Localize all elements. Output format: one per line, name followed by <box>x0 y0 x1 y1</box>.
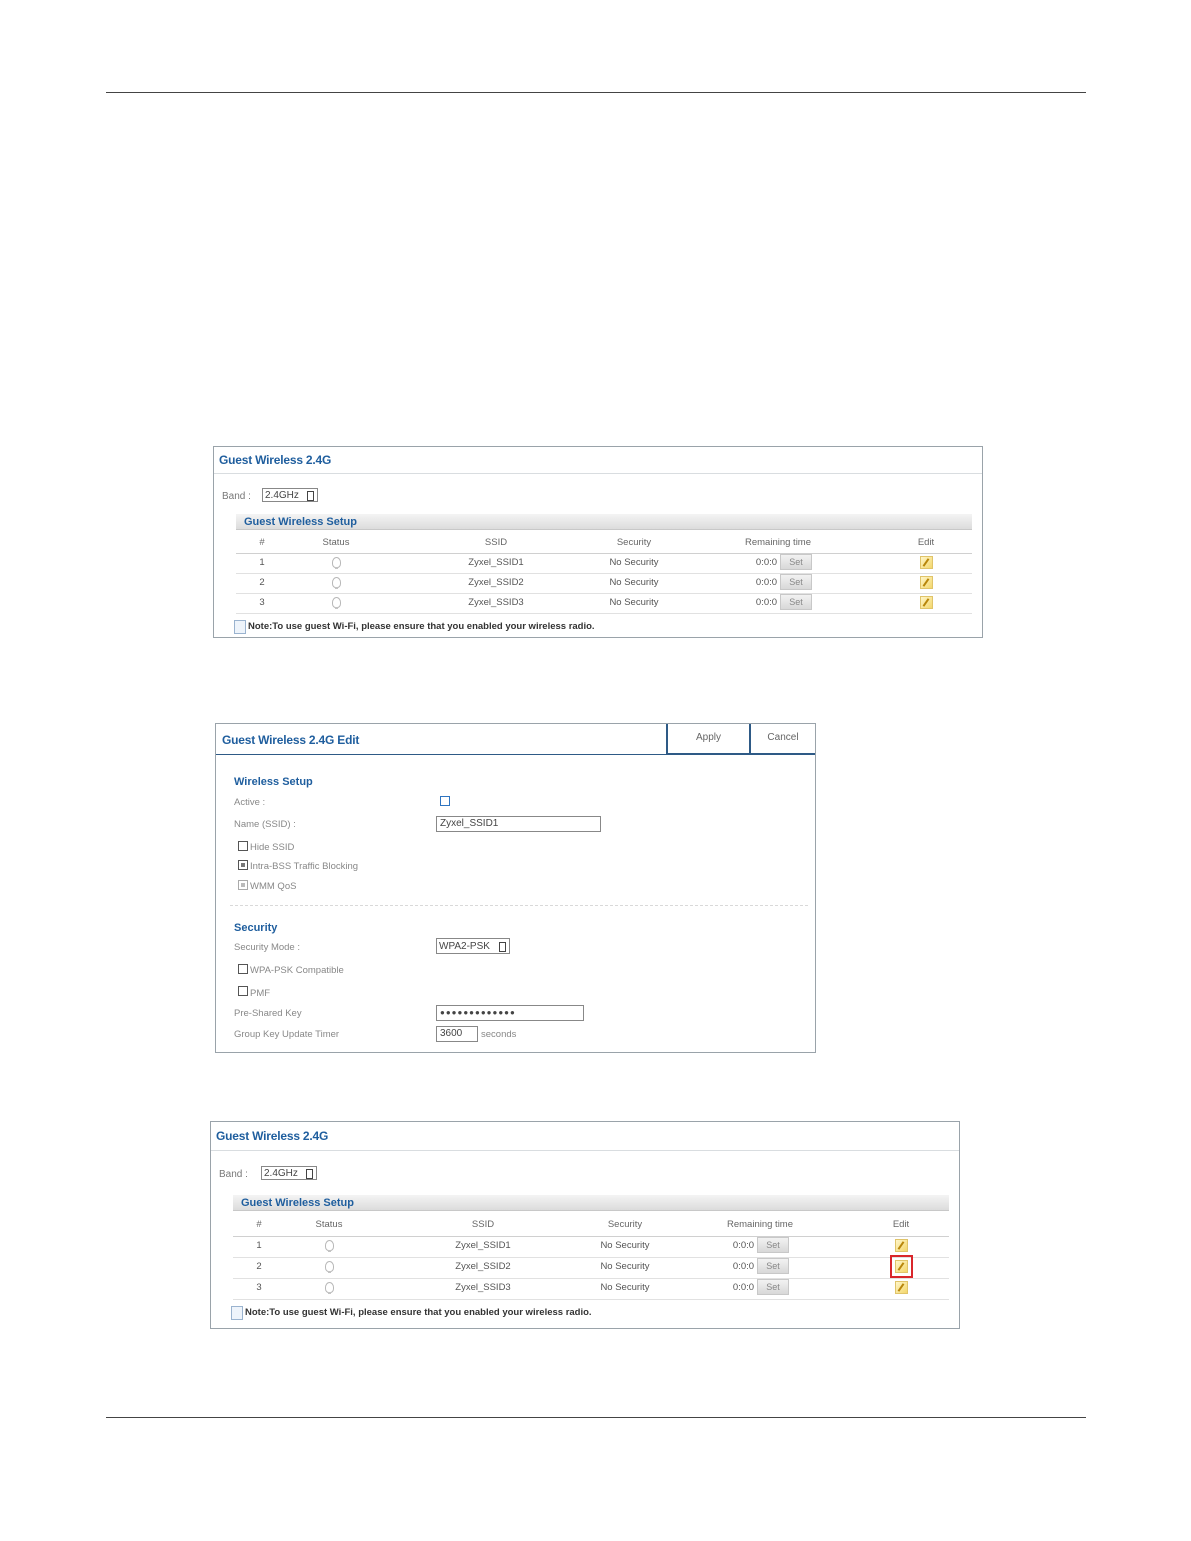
set-button[interactable]: Set <box>757 1279 789 1295</box>
status-cell <box>296 593 376 613</box>
psk-label: Pre-Shared Key <box>234 1008 302 1019</box>
pmf-label: PMF <box>250 988 271 999</box>
security-mode-select[interactable] <box>436 938 510 954</box>
edit-cell <box>881 1236 921 1256</box>
remaining-cell <box>734 553 834 573</box>
set-button[interactable]: Set <box>757 1237 789 1253</box>
edit-cell <box>906 593 946 613</box>
note-text: Note:To use guest Wi-Fi, please ensure that you enabled your wireless radio. <box>245 1307 592 1318</box>
set-button[interactable]: Set <box>780 594 812 610</box>
row-ssid: Zyxel_SSID2 <box>455 1261 511 1272</box>
setup-header: Guest Wireless Setup <box>236 514 972 530</box>
row-ssid: Zyxel_SSID1 <box>468 557 524 568</box>
row-security: No Security <box>600 1240 650 1251</box>
title-separator <box>211 1150 959 1151</box>
table-row <box>236 553 972 574</box>
col-header-security: Security <box>607 1219 643 1230</box>
row-ssid: Zyxel_SSID1 <box>455 1240 511 1251</box>
row-ssid: Zyxel_SSID3 <box>455 1282 511 1293</box>
edit-cell <box>906 553 946 573</box>
hide-ssid-checkbox[interactable] <box>238 841 248 851</box>
col-header-edit: Edit <box>917 537 935 548</box>
col-header-security: Security <box>616 537 652 548</box>
col-header-ssid: SSID <box>484 537 508 548</box>
setup-header: Guest Wireless Setup <box>233 1195 949 1211</box>
pmf-checkbox[interactable] <box>238 986 248 996</box>
row-security: No Security <box>609 557 659 568</box>
edit-pencil-icon[interactable] <box>920 556 933 569</box>
row-ssid: Zyxel_SSID3 <box>468 597 524 608</box>
row-num: 2 <box>256 1261 262 1272</box>
remaining-cell <box>711 1257 811 1277</box>
row-time: 0:0:0 <box>755 577 778 588</box>
band-label: Band : <box>222 491 251 502</box>
wpa-compat-label: WPA-PSK Compatible <box>250 965 344 976</box>
edit-cell <box>881 1278 921 1298</box>
security-mode-label: Security Mode : <box>234 942 300 953</box>
remaining-cell <box>711 1278 811 1298</box>
edit-pencil-icon[interactable] <box>895 1239 908 1252</box>
row-time: 0:0:0 <box>755 557 778 568</box>
bulb-icon <box>325 1282 334 1293</box>
panel-title: Guest Wireless 2.4G Edit <box>222 733 360 747</box>
remaining-cell <box>734 573 834 593</box>
note-icon <box>234 620 246 634</box>
guest-wireless-edit-panel <box>215 723 816 1053</box>
row-num: 3 <box>259 597 265 608</box>
hide-ssid-label: Hide SSID <box>250 842 295 853</box>
col-header-status: Status <box>315 1219 343 1230</box>
timer-input[interactable]: 3600 <box>436 1026 478 1042</box>
remaining-cell <box>711 1236 811 1256</box>
edit-cell <box>906 573 946 593</box>
table-header-row <box>236 533 972 554</box>
edit-pencil-icon[interactable] <box>920 576 933 589</box>
set-button[interactable]: Set <box>757 1258 789 1274</box>
psk-input[interactable]: ●●●●●●●●●●●●● <box>436 1005 584 1021</box>
timer-unit: seconds <box>481 1029 517 1040</box>
chevron-down-icon <box>499 942 506 952</box>
row-num: 3 <box>256 1282 262 1293</box>
intra-bss-checkbox[interactable] <box>238 860 248 870</box>
status-cell <box>289 1257 369 1277</box>
title-separator <box>216 754 815 755</box>
intra-bss-label: Intra-BSS Traffic Blocking <box>250 861 359 872</box>
status-cell <box>296 573 376 593</box>
wmm-qos-checkbox <box>238 880 248 890</box>
col-header-remaining: Remaining time <box>727 1219 793 1230</box>
active-checkbox[interactable] <box>440 796 450 806</box>
band-label: Band : <box>219 1169 248 1180</box>
status-cell <box>296 553 376 573</box>
remaining-cell <box>734 593 834 613</box>
row-ssid: Zyxel_SSID2 <box>468 577 524 588</box>
panel-title: Guest Wireless 2.4G <box>219 453 332 467</box>
band-select-value: 2.4GHz <box>265 490 299 501</box>
apply-button[interactable]: Apply <box>666 724 749 754</box>
row-time: 0:0:0 <box>732 1240 755 1251</box>
row-time: 0:0:0 <box>732 1261 755 1272</box>
band-select[interactable] <box>261 1166 317 1180</box>
bulb-icon <box>332 597 341 608</box>
note-icon <box>231 1306 243 1320</box>
col-header-ssid: SSID <box>471 1219 495 1230</box>
row-time: 0:0:0 <box>755 597 778 608</box>
chevron-down-icon <box>306 1169 313 1179</box>
edit-pencil-icon[interactable] <box>895 1281 908 1294</box>
table-row <box>233 1257 949 1279</box>
bottom-rule <box>106 1417 1086 1418</box>
guest-wireless-panel-2 <box>210 1121 960 1329</box>
row-security: No Security <box>609 577 659 588</box>
row-num: 2 <box>259 577 265 588</box>
wmm-qos-label: WMM QoS <box>250 881 297 892</box>
row-security: No Security <box>600 1261 650 1272</box>
set-button[interactable]: Set <box>780 554 812 570</box>
row-security: No Security <box>600 1282 650 1293</box>
row-num: 1 <box>259 557 265 568</box>
col-header-num: # <box>256 1219 262 1230</box>
set-button[interactable]: Set <box>780 574 812 590</box>
table-row <box>233 1278 949 1300</box>
security-heading: Security <box>234 922 278 934</box>
bulb-icon <box>325 1240 334 1251</box>
bulb-icon <box>332 577 341 588</box>
col-header-status: Status <box>322 537 350 548</box>
active-label: Active : <box>234 797 266 808</box>
col-header-remaining: Remaining time <box>745 537 811 548</box>
table-header-row <box>233 1215 949 1237</box>
ssid-name-input[interactable]: Zyxel_SSID1 <box>436 816 601 832</box>
edit-pencil-icon-highlighted[interactable] <box>895 1260 908 1273</box>
cancel-button[interactable]: Cancel <box>749 724 815 754</box>
status-cell <box>289 1278 369 1298</box>
top-rule <box>106 92 1086 93</box>
security-mode-value: WPA2-PSK <box>439 941 490 952</box>
timer-label: Group Key Update Timer <box>234 1029 340 1040</box>
row-security: No Security <box>609 597 659 608</box>
name-label: Name (SSID) : <box>234 819 296 830</box>
table-row <box>236 573 972 594</box>
table-row <box>236 593 972 614</box>
row-num: 1 <box>256 1240 262 1251</box>
bulb-icon <box>332 557 341 568</box>
col-header-edit: Edit <box>892 1219 910 1230</box>
bulb-icon <box>325 1261 334 1272</box>
title-separator <box>214 473 982 474</box>
table-row <box>233 1236 949 1258</box>
col-header-num: # <box>259 537 265 548</box>
band-select-value: 2.4GHz <box>264 1168 298 1179</box>
note-text: Note:To use guest Wi-Fi, please ensure that you enabled your wireless radio. <box>248 621 595 632</box>
wpa-compat-checkbox[interactable] <box>238 964 248 974</box>
band-select[interactable] <box>262 488 318 502</box>
chevron-down-icon <box>307 491 314 501</box>
wireless-setup-heading: Wireless Setup <box>234 776 313 788</box>
guest-wireless-panel-1 <box>213 446 983 638</box>
status-cell <box>289 1236 369 1256</box>
row-time: 0:0:0 <box>732 1282 755 1293</box>
section-divider <box>230 905 808 907</box>
edit-cell <box>881 1257 921 1277</box>
panel-title: Guest Wireless 2.4G <box>216 1129 329 1143</box>
edit-pencil-icon[interactable] <box>920 596 933 609</box>
